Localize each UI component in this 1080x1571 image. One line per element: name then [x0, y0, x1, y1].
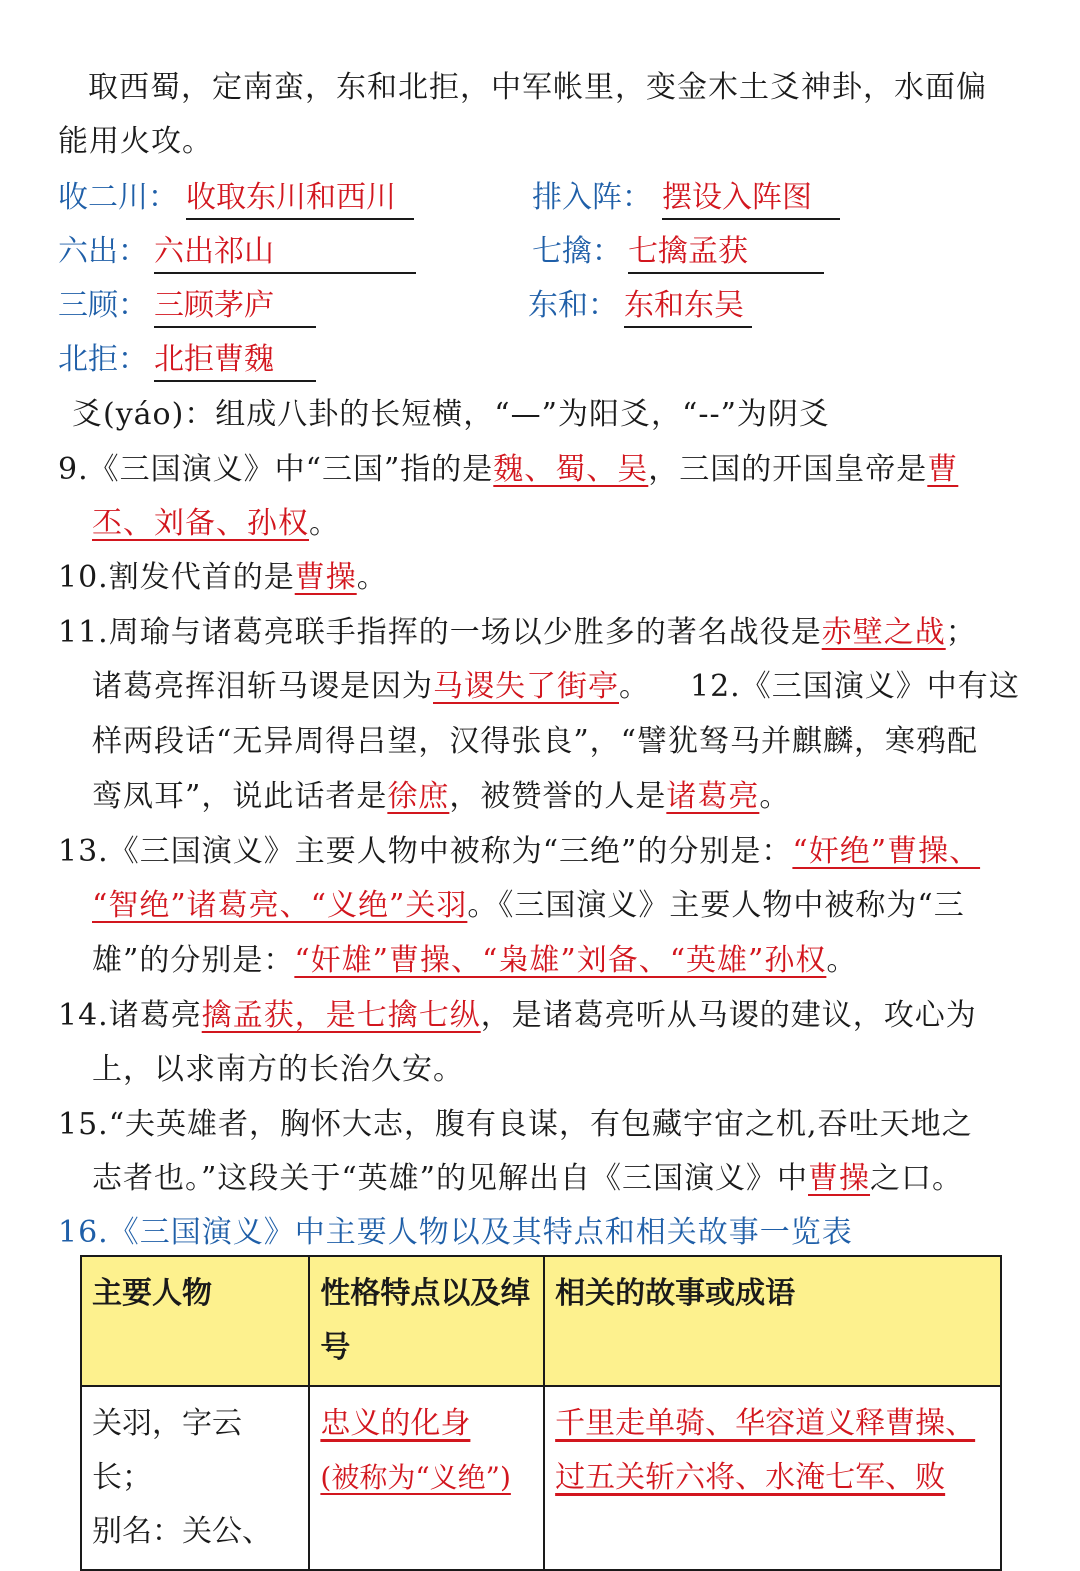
- pair-answer: 七擒孟获: [628, 232, 824, 274]
- pair-label: 六出：: [58, 234, 148, 269]
- q15-line2-prefix: 志者也。”这段关于“英雄”的见解出自《三国演义》中: [92, 1161, 809, 1196]
- q15-line-1: 15.“夫英雄者，胸怀大志，腹有良谋，有包藏宇宙之机,吞吐天地之: [58, 1107, 973, 1142]
- q9-prefix: 9.《三国演义》中“三国”指的是: [58, 452, 494, 487]
- intro-line-1: 取西蜀，定南蛮，东和北拒，中军帐里，变金木土爻神卦，水面偏: [88, 70, 987, 105]
- cell-line: 别名：关公、: [92, 1514, 272, 1549]
- q11-line2-prefix: 诸葛亮挥泪斩马谡是因为: [92, 669, 433, 704]
- q9-answer-kingdoms: 魏、蜀、吴: [493, 452, 649, 487]
- q13-prefix: 13.《三国演义》主要人物中被称为“三绝”的分别是：: [58, 834, 793, 869]
- q12-end: 。: [759, 779, 791, 814]
- q10-end: 。: [356, 560, 388, 595]
- q13-line-1: [58, 832, 980, 872]
- q11-semicolon: ；: [945, 615, 977, 650]
- pair-label: 收二川：: [58, 180, 178, 215]
- pair-label: 东和：: [528, 288, 618, 323]
- q12-answer-praised: 诸葛亮: [666, 779, 760, 814]
- table-cell-trait: [309, 1386, 544, 1570]
- q14-prefix: 14.诸葛亮: [58, 998, 202, 1033]
- q9-line-2: [92, 504, 340, 544]
- q12-prefix: 12.《三国演义》中有这: [690, 669, 1020, 704]
- q16-title: 16.《三国演义》中主要人物以及其特点和相关故事一览表: [58, 1215, 853, 1250]
- q10: [58, 558, 388, 598]
- q10-prefix: 10.割发代首的是: [58, 560, 295, 595]
- q13-line3-prefix: 雄”的分别是：: [92, 943, 295, 978]
- intro-line-2: 能用火攻。: [58, 124, 213, 159]
- q13-answer-sanjue-part1: “奸绝”曹操、: [792, 834, 981, 869]
- q11-line-2: [92, 667, 1020, 707]
- table-header-cell: 相关的故事或成语: [544, 1256, 1001, 1386]
- q13-answer-sanjue-part2: “智绝”诸葛亮、“义绝”关羽: [92, 888, 468, 923]
- q13-line-3: [92, 941, 857, 981]
- q15-line-2: [92, 1159, 963, 1199]
- q12-line3-prefix: 鸾凤耳”，说此话者是: [92, 779, 388, 814]
- q13-mid: 。《三国演义》主要人物中被称为“三: [467, 888, 965, 923]
- q9-line-1: [58, 450, 958, 490]
- q11-answer-reason: 马谡失了街亭: [433, 669, 619, 704]
- q13-line-2: [92, 886, 965, 926]
- q9-answer-emperors: 丕、刘备、孙权: [92, 506, 309, 541]
- q13-answer-sanxiong: “奸雄”曹操、“枭雄”刘备、“英雄”孙权: [294, 943, 827, 978]
- character-table: [80, 1255, 1002, 1571]
- q15-answer: 曹操: [808, 1161, 871, 1196]
- cell-line: 忠义的化身: [320, 1406, 471, 1441]
- q14-line-1: [58, 996, 977, 1036]
- table-row: [81, 1386, 1001, 1570]
- yao-definition: 爻(yáo)：组成八卦的长短横，“—”为阳爻，“--”为阴爻: [72, 397, 830, 432]
- cell-line: 关羽，字云长；: [92, 1406, 242, 1495]
- table-header-cell: 性格特点以及绰号: [309, 1256, 544, 1386]
- pair-answer: 三顾茅庐: [154, 286, 316, 328]
- q10-answer: 曹操: [294, 560, 357, 595]
- pair-label: 三顾：: [58, 288, 148, 323]
- table-header-row: [81, 1256, 1001, 1386]
- q14-answer: 擒孟获，是七擒七纵: [201, 998, 481, 1033]
- pair-answer: 收取东川和西川: [186, 178, 414, 220]
- q11-prefix: 11.周瑜与诸葛亮联手指挥的一场以少胜多的著名战役是: [58, 615, 822, 650]
- pair-answer: 六出祁山: [154, 232, 416, 274]
- pair-answer: 东和东吴: [624, 286, 752, 328]
- q9-mid: ，三国的开国皇帝是: [648, 452, 928, 487]
- table-header-cell: 主要人物: [81, 1256, 309, 1386]
- q12-mid: ，被赞誉的人是: [449, 779, 667, 814]
- q12-answer-speaker: 徐庶: [387, 779, 450, 814]
- cell-line: 过五关斩六将、水淹七军、败: [555, 1460, 946, 1495]
- q13-end: 。: [826, 943, 858, 978]
- q11-end: 。: [619, 669, 650, 704]
- q12-line-2: 样两段话“无异周得吕望，汉得张良”，“譬犹驽马并麒麟，寒鸦配: [92, 724, 979, 759]
- q12-line-3: [92, 777, 790, 817]
- q14-post: ，是诸葛亮听从马谡的建议，攻心为: [480, 998, 977, 1033]
- q11-line-1: [58, 613, 977, 653]
- q11-answer-battle: 赤壁之战: [821, 615, 946, 650]
- pair-answer: 摆设入阵图: [662, 178, 840, 220]
- table-cell-story: [544, 1386, 1001, 1570]
- q14-line-2: 上，以求南方的长治久安。: [92, 1052, 464, 1087]
- q9-end: 。: [309, 506, 340, 541]
- pair-label: 北拒：: [58, 342, 148, 377]
- cell-line: (被称为“义绝”): [320, 1461, 511, 1494]
- pair-label: 七擒：: [532, 234, 622, 269]
- table-cell-name: [81, 1386, 309, 1570]
- q9-answer-emperors-start: 曹: [927, 452, 959, 487]
- q15-end: 之口。: [870, 1161, 964, 1196]
- pair-label: 排入阵：: [532, 180, 652, 215]
- pair-answer: 北拒曹魏: [154, 340, 316, 382]
- cell-line: 千里走单骑、华容道义释曹操、: [555, 1406, 976, 1441]
